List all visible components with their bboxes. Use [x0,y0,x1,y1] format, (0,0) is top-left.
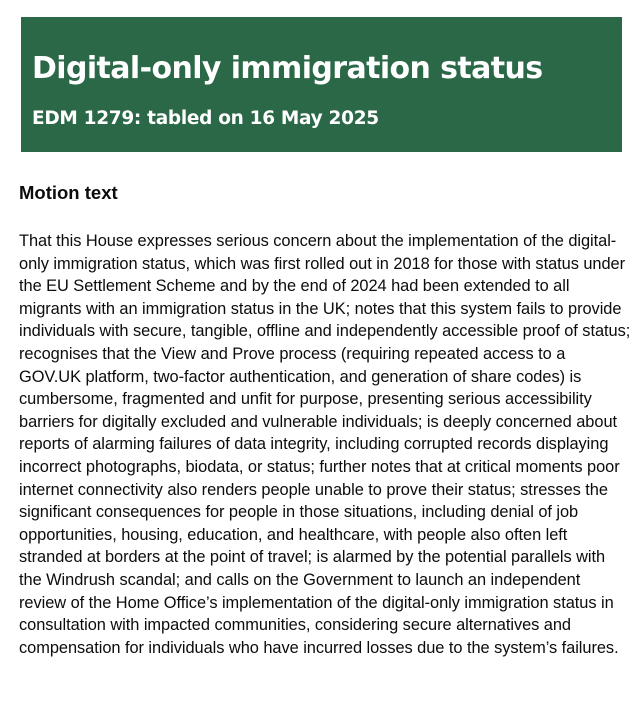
page-title: Digital-only immigration status [32,51,543,86]
motion-text-heading: Motion text [19,182,118,203]
motion-text-body: That this House expresses serious concern about the implementation of the digital-only immigration status, which was first rolled out in 2018 for those with status under the EU Settlement Scheme and by the end of 2024 had been extended to all migrants with an immigration status in the UK; notes that this system fails to provide individuals with secure, tangible, offline and independently accessible proof of status; recognises that the View and Prove process (requiring repeated access to a GOV.UK platform, two-factor authentication, and generation of share codes) is cumbersome, fragmented and unfit for purpose, presenting serious accessibility barriers for digitally excluded and vulnerable individuals; is deeply concerned about reports of alarming failures of data integrity, including corrupted records displaying incorrect photographs, biodata, or status; further notes that at critical moments poor internet connectivity also renders people unable to prove their status; stresses the significant consequences for people in those situations, including denial of job opportunities, housing, education, and healthcare, with people also often left stranded at borders at the point of travel; is alarmed by the potential parallels with the Windrush scandal; and calls on the Government to launch an independent review of the Home Office’s implementation of the digital-only immigration status in consultation with impacted communities, considering secure alternatives and compensation for individuals who have incurred losses due to the system’s failures. [19,232,631,657]
edm-header-banner [21,17,622,152]
edm-tabled-subtitle: EDM 1279: tabled on 16 May 2025 [32,108,379,129]
